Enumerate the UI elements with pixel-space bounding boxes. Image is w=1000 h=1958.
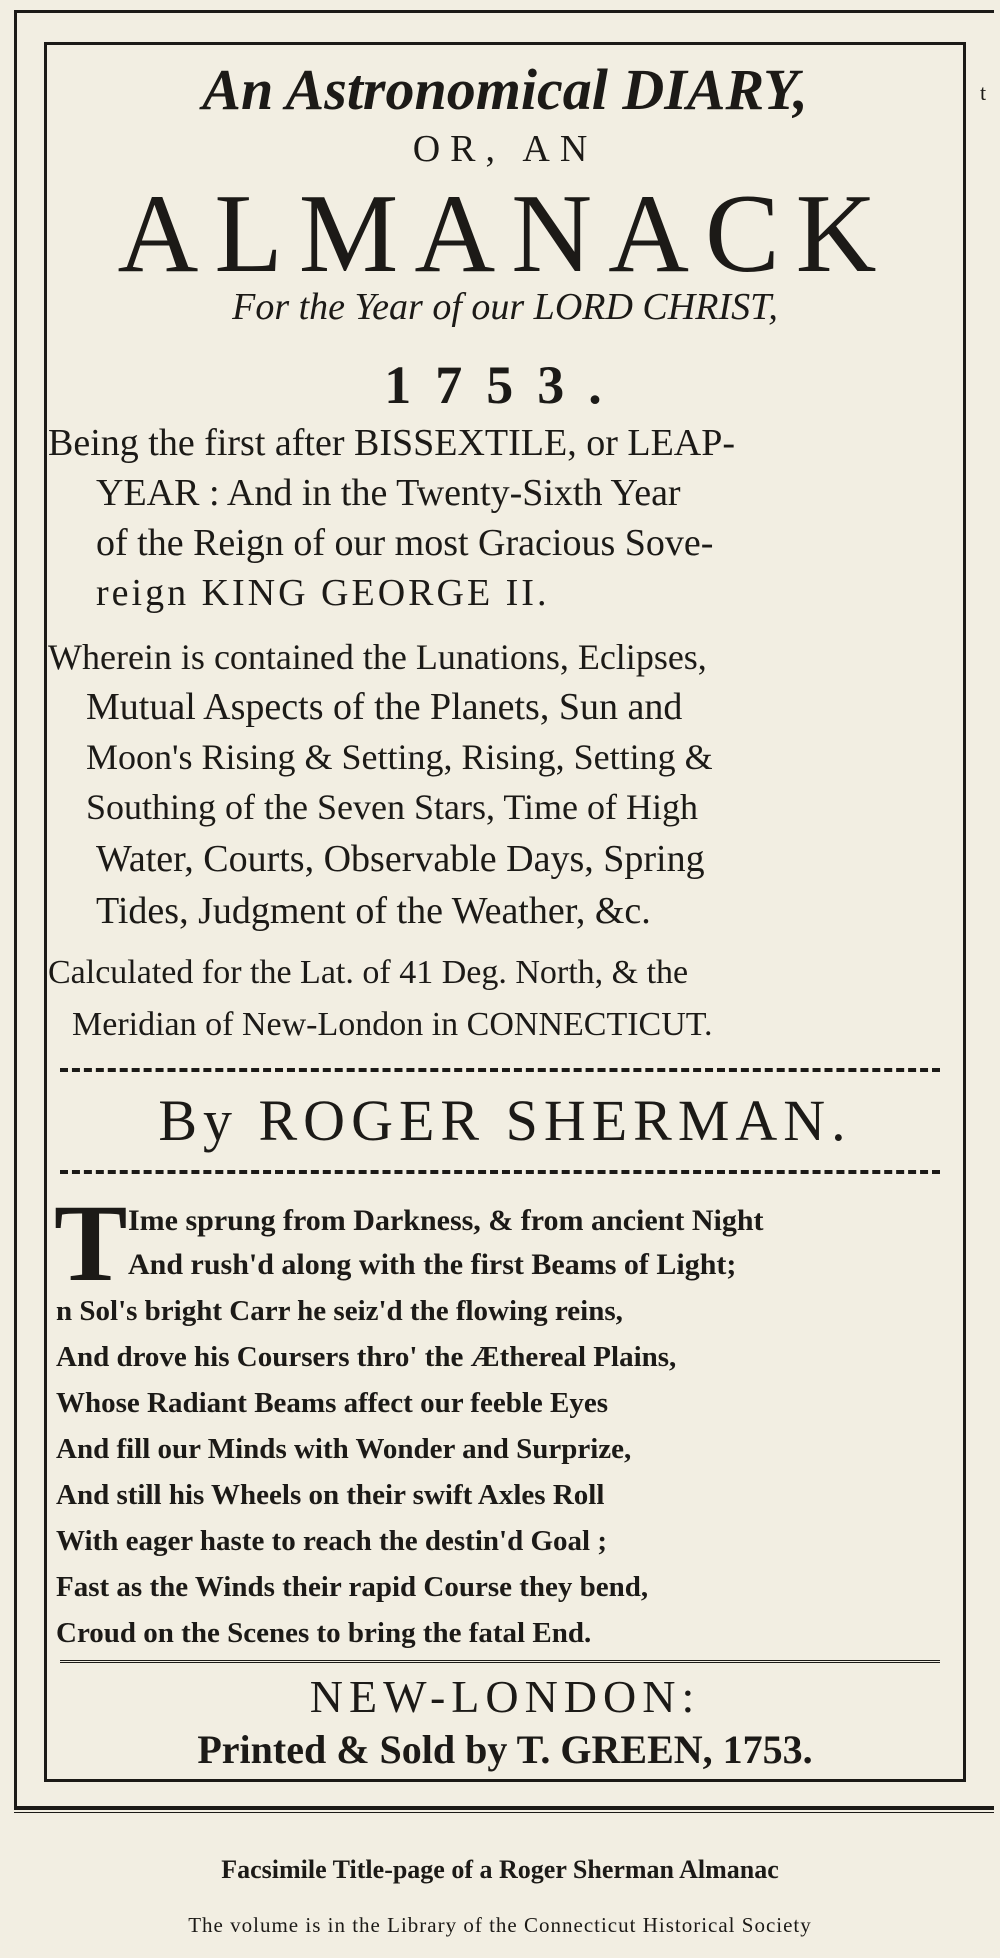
outer-bottom-rule-thin [14, 1812, 994, 1813]
poem-line-2: And rush'd along with the first Beams of Light; [128, 1248, 737, 1281]
author-line: By ROGER SHERMAN. [158, 1088, 852, 1153]
imprint-line: Printed & Sold by T. GREEN, 1753. [197, 1727, 813, 1772]
title-almanack: ALMANACK [117, 172, 893, 296]
title-line-4: For the Year of our LORD CHRIST, [232, 286, 778, 328]
poem-line-9: Fast as the Winds their rapid Course they bend, [56, 1571, 649, 1603]
poem-line-5: Whose Radiant Beams affect our feeble Eyes [56, 1387, 609, 1419]
description-line-9: Water, Courts, Observable Days, Spring [96, 838, 705, 880]
description-line-11: Calculated for the Lat. of 41 Deg. North, & the [48, 954, 689, 991]
rule-above-author [60, 1068, 940, 1072]
caption-title: Facsimile Title-page of a Roger Sherman Almanac [221, 1855, 779, 1884]
description-line-12: Meridian of New-London in CONNECTICUT. [72, 1006, 713, 1043]
description-line-8: Southing of the Seven Stars, Time of High [86, 787, 699, 827]
poem-line-10: Croud on the Scenes to bring the fatal End. [56, 1617, 592, 1649]
description-line-4: reign KING GEORGE II. [96, 572, 550, 614]
title-line-1: An Astronomical DIARY, [202, 57, 808, 122]
poem-line-1: Ime sprung from Darkness, & from ancient Night [128, 1204, 764, 1237]
description-line-1: Being the first after BISSEXTILE, or LEAP- [48, 422, 736, 464]
poem-drop-cap: T [54, 1182, 128, 1304]
poem-line-8: With eager haste to reach the destin'd Goal ; [56, 1525, 607, 1557]
rule-below-author [60, 1170, 940, 1174]
poem-line-4: And drove his Coursers thro' the Æthereal Plains, [56, 1341, 677, 1373]
poem-line-6: And fill our Minds with Wonder and Surprize, [56, 1433, 632, 1465]
poem-line-3: n Sol's bright Carr he seiz'd the flowing reins, [56, 1295, 623, 1327]
title-line-2: OR, AN [412, 128, 598, 170]
description-line-6: Mutual Aspects of the Planets, Sun and [86, 686, 683, 728]
description-line-2: YEAR : And in the Twenty-Sixth Year [96, 472, 681, 514]
description-line-3: of the Reign of our most Gracious Sove- [96, 522, 714, 564]
place-line: NEW-LONDON: [309, 1671, 701, 1722]
edge-mark: t [980, 80, 987, 105]
rule-above-imprint [60, 1660, 940, 1663]
outer-bottom-rule [14, 1806, 994, 1810]
description-line-10: Tides, Judgment of the Weather, &c. [96, 890, 651, 932]
caption-note: The volume is in the Library of the Connecticut Historical Society [188, 1913, 812, 1937]
title-year: 1753. [384, 355, 626, 415]
description-line-5: Wherein is contained the Lunations, Eclipses, [48, 637, 707, 677]
description-line-7: Moon's Rising & Setting, Rising, Setting & [86, 737, 713, 777]
poem-line-7: And still his Wheels on their swift Axles Roll [56, 1479, 605, 1511]
